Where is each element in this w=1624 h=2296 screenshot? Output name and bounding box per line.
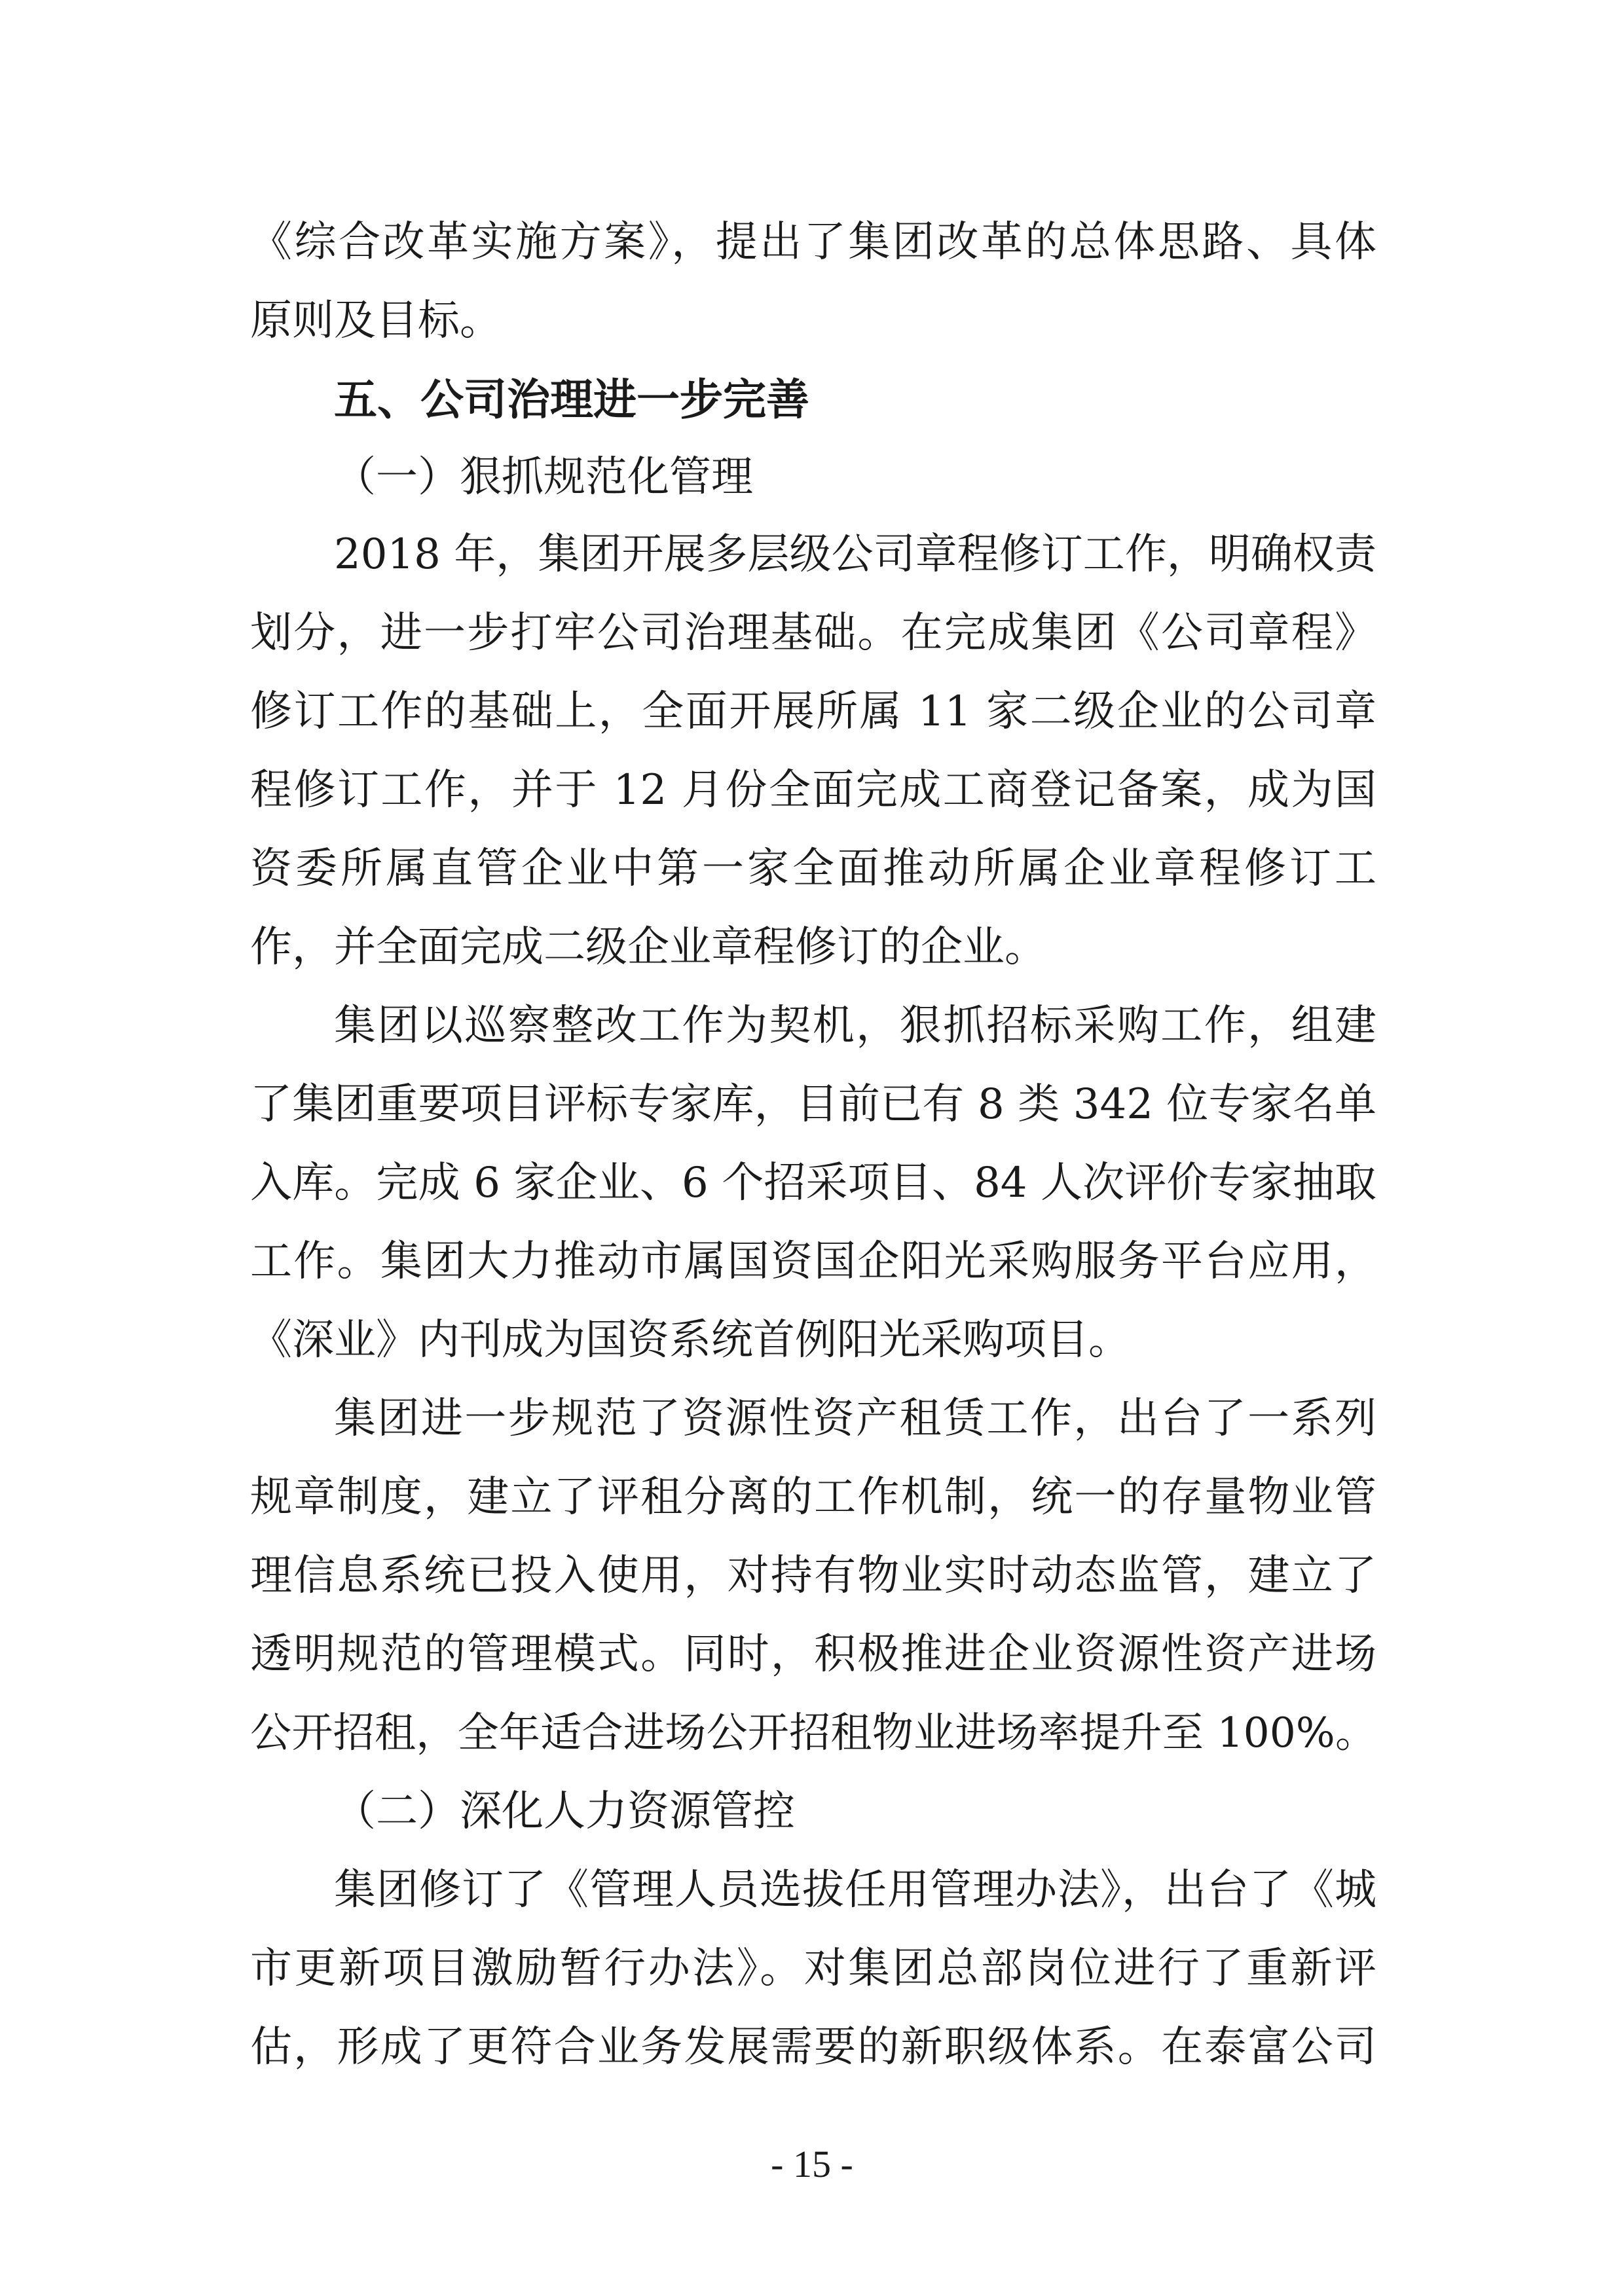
subsection-heading: （一）狠抓规范化管理 (334, 453, 753, 501)
paragraph-first-line: 集团进一步规范了资源性资产租赁工作，出台了一系列 (334, 1394, 1376, 1443)
subsection-heading: （二）深化人力资源管控 (334, 1787, 795, 1836)
body-line: 透明规范的管理模式。同时，积极推进企业资源性资产进场 (250, 1630, 1376, 1679)
body-line: 资委所属直管企业中第一家全面推动所属企业章程修订工 (250, 845, 1376, 893)
body-line: 《深业》内刊成为国资系统首例阳光采购项目。 (250, 1316, 1130, 1364)
body-line: 修订工作的基础上，全面开展所属 11 家二级企业的公司章 (250, 687, 1376, 736)
body-line: 作，并全面完成二级企业章程修订的企业。 (250, 923, 1046, 972)
body-line: 了集团重要项目评标专家库，目前已有 8 类 342 位专家名单 (250, 1080, 1376, 1129)
body-line: 工作。集团大力推动市属国资国企阳光采购服务平台应用， (250, 1237, 1376, 1286)
body-line: 公开招租，全年适合进场公开招租物业进场率提升至 100%。 (250, 1709, 1376, 1757)
body-line: 《综合改革实施方案》，提出了集团改革的总体思路、具体 (250, 218, 1376, 266)
paragraph-first-line: 集团修订了《管理人员选拔任用管理办法》，出台了《城 (334, 1866, 1376, 1914)
body-line: 程修订工作，并于 12 月份全面完成工商登记备案，成为国 (250, 766, 1376, 814)
body-line: 划分，进一步打牢公司治理基础。在完成集团《公司章程》 (250, 609, 1376, 657)
body-line: 规章制度，建立了评租分离的工作机制，统一的存量物业管 (250, 1473, 1376, 1522)
page-number: - 15 - (771, 2143, 853, 2185)
body-line: 入库。完成 6 家企业、6 个招采项目、84 人次评价专家抽取 (250, 1159, 1376, 1207)
body-line: 估，形成了更符合业务发展需要的新职级体系。在泰富公司 (250, 2023, 1376, 2071)
body-line: 理信息系统已投入使用，对持有物业实时动态监管，建立了 (250, 1552, 1376, 1600)
body-line: 市更新项目激励暂行办法》。对集团总部岗位进行了重新评 (250, 1944, 1376, 1993)
body-line: 原则及目标。 (250, 297, 502, 345)
section-heading: 五、公司治理进一步完善 (334, 374, 809, 425)
paragraph-first-line: 集团以巡察整改工作为契机，狠抓招标采购工作，组建 (334, 1002, 1376, 1050)
paragraph-first-line: 2018 年，集团开展多层级公司章程修订工作，明确权责 (334, 530, 1376, 579)
